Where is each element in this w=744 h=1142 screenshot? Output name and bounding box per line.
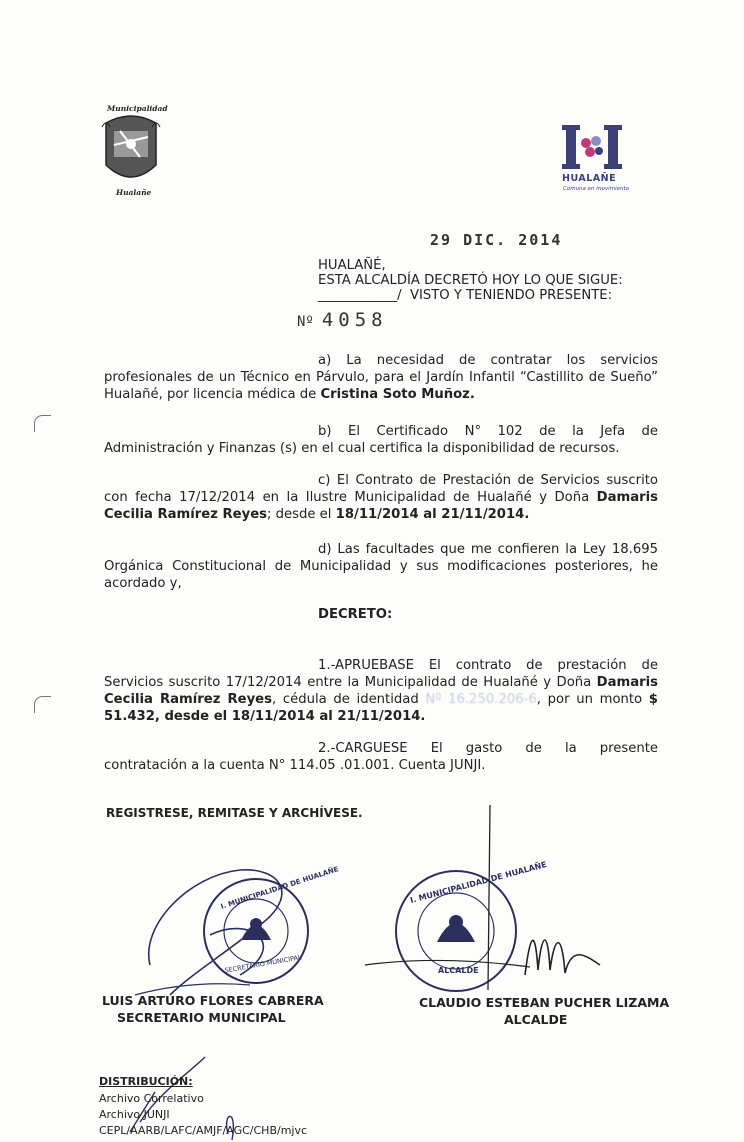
decree-number (297, 309, 388, 331)
logo-tagline: Comuna en movimiento (563, 186, 630, 192)
intro-blank: ____________/ (318, 288, 402, 303)
considerando-c-text1: con fecha 17/12/2014 en la Ilustre Municipalidad de Hualañé y Doña (104, 490, 597, 505)
decreto-heading: DECRETO: (318, 607, 393, 622)
seal-bottom-text: Hualañe (116, 188, 152, 197)
decreto-item2-text: contratación a la cuenta N° 114.05 .01.001. Cuenta JUNJI. (104, 758, 486, 773)
alcalde-title: ALCALDE (504, 1012, 568, 1027)
distribution-line-1: Archivo Correlativo (99, 1092, 204, 1105)
alcalde-stamp-top: I. MUNICIPALIDAD DE HUALAÑE (409, 859, 548, 906)
considerando-c-text2: ; desde el (267, 507, 336, 522)
considerando-b-text: Administración y Finanzas (s) en el cual certifica la disponibilidad de recursos. (104, 441, 620, 456)
logo-name: HUALAÑE (562, 173, 617, 184)
considerando-c-dates: 18/11/2014 al 21/11/2014. (335, 507, 530, 522)
secretario-name: LUIS ARTURO FLORES CABRERA (102, 993, 324, 1008)
decree-number-value: 4058 (321, 309, 388, 331)
decreto-item1-body (104, 674, 658, 725)
secretario-stamp-top: I. MUNICIPALIDAD DE HUALAÑE (219, 865, 340, 911)
secretario-stamp-bottom: SECRETARIO MUNICIPAL (223, 953, 303, 975)
decreto-item1-name: Damaris Cecilia Ramírez Reyes (104, 675, 658, 707)
decreto-item1-text2: , cédula de identidad (271, 692, 426, 707)
intro-visto: VISTO Y TENIENDO PRESENTE: (409, 288, 613, 303)
considerando-c-lead: c) El Contrato de Prestación de Servicios suscrito (318, 473, 658, 488)
considerando-d-lead: d) Las facultades que me confieren la Ley 18.695 (318, 542, 658, 557)
secretario-signature (130, 855, 330, 1005)
intro-city: HUALAÑÉ, (318, 258, 386, 273)
secretario-title: SECRETARIO MUNICIPAL (117, 1010, 286, 1025)
redacted-id: Nº 16.250.206-6 (425, 692, 537, 707)
considerando-d-text: Orgánica Constitucional de Municipalidad y sus modificaciones posteriores, he acordado y, (104, 559, 658, 591)
alcalde-name: CLAUDIO ESTEBAN PUCHER LIZAMA (419, 995, 670, 1010)
seal-top-text: Municipalidad (107, 104, 168, 113)
considerando-c-name: Damaris Cecilia Ramírez Reyes (104, 490, 658, 522)
alcalde-signature (360, 805, 650, 995)
distribution-heading: DISTRIBUCIÓN: (99, 1075, 193, 1088)
hualane-logo (562, 123, 622, 171)
intro-line3 (318, 288, 612, 303)
decreto-item1-amount: $ 51.432, desde el 18/11/2014 al 21/11/2014. (104, 692, 658, 724)
considerando-b-lead: b) El Certificado N° 102 de la Jefa de (318, 424, 658, 439)
distribution-line-2: Archivo JUNJI (99, 1108, 170, 1121)
decree-number-prefix: Nº (297, 314, 314, 330)
intro-line2: ESTA ALCALDÍA DECRETÓ HOY LO QUE SIGUE: (318, 273, 623, 288)
decreto-item1-text1: Servicios suscrito 17/12/2014 entre la Municipalidad de Hualañé y Doña (104, 675, 597, 690)
decreto-item1-leadtext: 1.-APRUEBASE El contrato de prestación de (318, 658, 658, 673)
punch-hole-mark (34, 696, 51, 713)
considerando-c-body (104, 489, 658, 523)
decreto-item2-lead: 2.-CARGUESE El gasto de la presente (318, 741, 658, 756)
considerando-a-text: profesionales de un Técnico en Párvulo, para el Jardín Infantil “Castillito de Sueño” Hualañé, por licencia médica de (104, 370, 658, 402)
closing-text: REGISTRESE, REMITASE Y ARCHÍVESE. (106, 806, 363, 820)
decreto-item1-text3: , por un monto (536, 692, 649, 707)
punch-hole-mark (34, 415, 51, 432)
considerando-a-name: Cristina Soto Muñoz. (320, 387, 475, 402)
alcalde-stamp-bottom: ALCALDE (438, 966, 479, 975)
considerando-a-body (104, 369, 658, 403)
distribution-line-3: CEPL/AARB/LAFC/AMJF/AGC/CHB/mjvc (99, 1124, 308, 1137)
decreto-item1-lead (318, 657, 658, 674)
considerando-a-lead: a) La necesidad de contratar los servicios (318, 353, 658, 368)
municipal-seal (100, 105, 162, 197)
date-stamp: 29 DIC. 2014 (430, 231, 563, 249)
